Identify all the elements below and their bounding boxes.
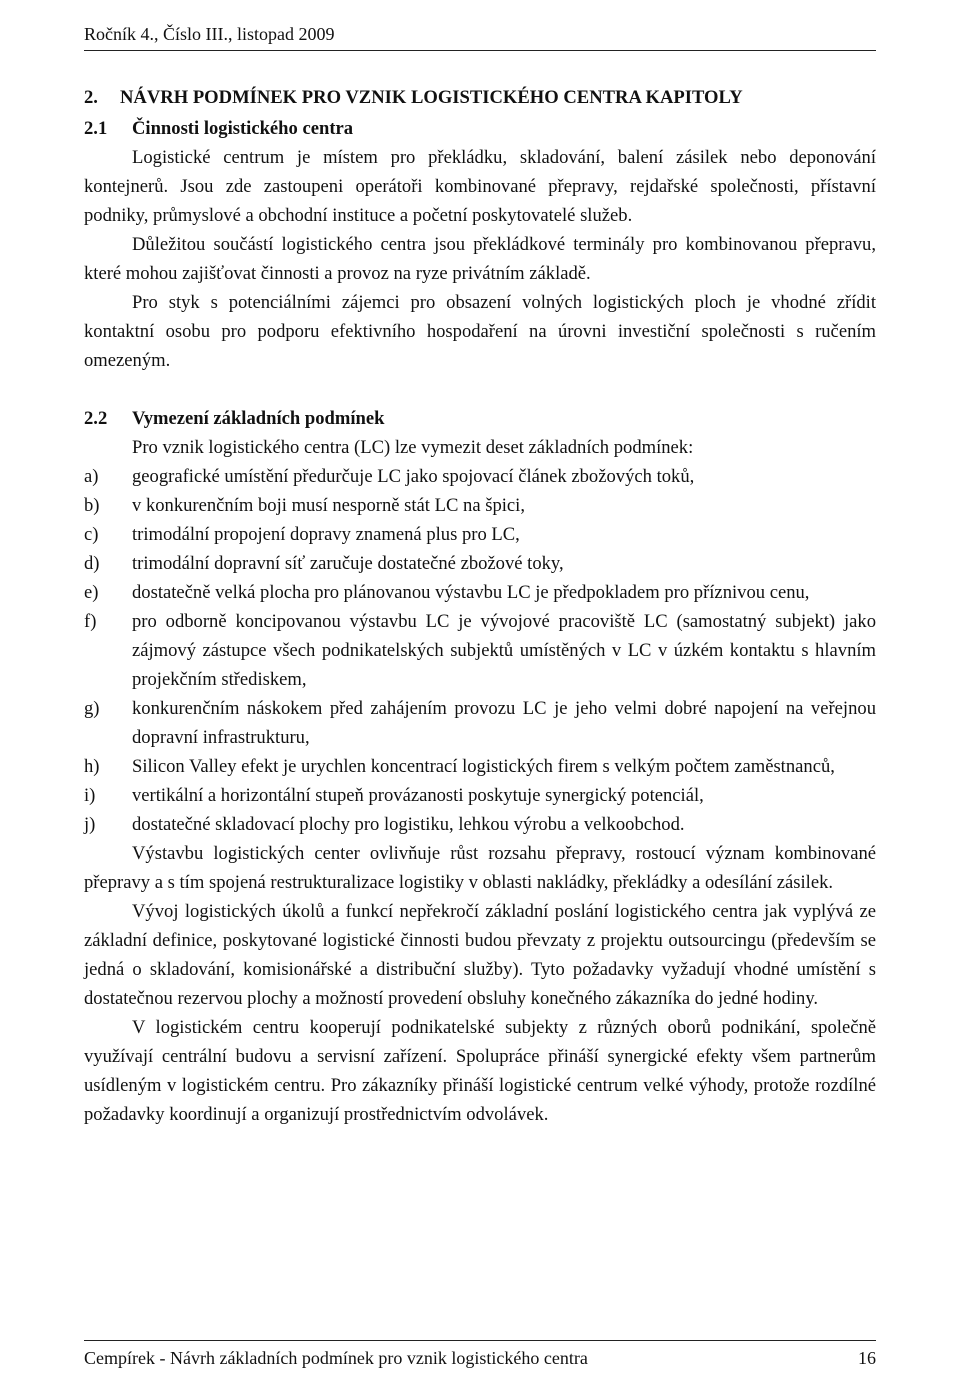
list-item bbox=[84, 491, 876, 520]
subsection-title: Vymezení základních podmínek bbox=[132, 408, 385, 429]
list-marker: i) bbox=[84, 785, 96, 806]
list-item bbox=[84, 752, 876, 781]
page-header: Ročník 4., Číslo III., listopad 2009 bbox=[84, 24, 335, 44]
list-item bbox=[84, 694, 876, 752]
list-marker: a) bbox=[84, 466, 99, 487]
list-item-text: Silicon Valley efekt je urychlen koncentrací logistických firem s velkým počtem zaměstnanců, bbox=[132, 756, 835, 777]
subsection-number: 2.2 bbox=[84, 408, 108, 429]
spacer bbox=[84, 375, 876, 404]
list-item-text: pro odborně koncipovanou výstavbu LC je vývojové pracoviště LC (samostatný subjekt) jako zájmový zástupce všech podnikatelských subjektů umístěných v LC v úzkém kontaktu s hlavním projekčním střediskem, bbox=[132, 611, 876, 690]
document-body bbox=[84, 82, 876, 1129]
page-footer bbox=[84, 1346, 876, 1370]
list-marker: j) bbox=[84, 814, 96, 835]
list-item-text: dostatečně velká plocha pro plánovanou výstavbu LC je předpokladem pro příznivou cenu, bbox=[132, 582, 810, 603]
paragraph: Vývoj logistických úkolů a funkcí nepřekročí základní poslání logistického centra jak vyplývá ze základní definice, poskytované logistické činnosti budou převzaty z projektu outsourcingu (především se jedná o skladování, komisionářské a distribuční služby). Tyto požadavky vyžadují vhodné umístění s dostatečnou rezervou plochy a možností provedení obsluhy konečného zákazníka do jedné hodiny. bbox=[84, 901, 876, 1009]
paragraph: Logistické centrum je místem pro překládku, skladování, balení zásilek nebo deponování kontejnerů. Jsou zde zastoupeni operátoři kombinované přepravy, rejdařské společnosti, přístavní podniky, průmyslové a obchodní instituce a početní poskytovatelé služeb. bbox=[84, 147, 876, 226]
list-item bbox=[84, 462, 876, 491]
paragraph: Výstavbu logistických center ovlivňuje růst rozsahu přepravy, rostoucí význam kombinované přepravy a s tím spojená restrukturalizace logistiky v oblasti nakládky, překládky a odesílání zásilek. bbox=[84, 843, 876, 893]
subsection-title: Činnosti logistického centra bbox=[132, 118, 354, 139]
list-item-text: vertikální a horizontální stupeň provázanosti poskytuje synergický potenciál, bbox=[132, 785, 704, 806]
subsection-heading bbox=[84, 404, 876, 433]
footer-title: Cempírek - Návrh základních podmínek pro vznik logistického centra bbox=[84, 1348, 588, 1368]
list-marker: e) bbox=[84, 582, 99, 603]
list-marker: b) bbox=[84, 495, 100, 516]
section-heading bbox=[84, 82, 876, 114]
list-item-text: geografické umístění předurčuje LC jako spojovací článek zbožových toků, bbox=[132, 466, 695, 487]
list-item-text: konkurenčním náskokem před zahájením provozu LC je jeho velmi dobré napojení na veřejnou dopravní infrastrukturu, bbox=[132, 698, 876, 748]
paragraph: Důležitou součástí logistického centra jsou překládkové terminály pro kombinovanou přepravu, které mohou zajišťovat činnosti a provoz na ryze privátním základě. bbox=[84, 234, 876, 284]
list-item-text: v konkurenčním boji musí nesporně stát LC na špici, bbox=[132, 495, 525, 516]
list-item bbox=[84, 607, 876, 694]
subsection-number: 2.1 bbox=[84, 118, 108, 139]
list-item bbox=[84, 520, 876, 549]
paragraph: Pro styk s potenciálními zájemci pro obsazení volných logistických ploch je vhodné zřídit kontaktní osobu pro podporu efektivního hospodaření na úrovni investiční společnosti s ručením omezeným. bbox=[84, 292, 876, 371]
list-item-text: trimodální propojení dopravy znamená plus pro LC, bbox=[132, 524, 520, 545]
list-item-text: dostatečné skladovací plochy pro logistiku, lehkou výrobu a velkoobchod. bbox=[132, 814, 685, 835]
paragraph: V logistickém centru kooperují podnikatelské subjekty z různých oborů podnikání, společně využívají centrální budovu a servisní zařízení. Spolupráce přináší synergické efekty všem partnerům usídleným v logistickém centru. Pro zákazníky přináší logistické centrum velké výhody, protože rozdílné požadavky koordinují a organizují prostřednictvím odvolávek. bbox=[84, 1017, 876, 1125]
list-marker: d) bbox=[84, 553, 100, 574]
list-item bbox=[84, 810, 876, 839]
list-item-text: trimodální dopravní síť zaručuje dostatečné zbožové toky, bbox=[132, 553, 564, 574]
list-marker: c) bbox=[84, 524, 99, 545]
list-marker: f) bbox=[84, 611, 97, 632]
page-number: 16 bbox=[858, 1348, 876, 1368]
conditions-list bbox=[84, 462, 876, 839]
paragraph: Pro vznik logistického centra (LC) lze vymezit deset základních podmínek: bbox=[132, 437, 694, 458]
section-number: 2. bbox=[84, 87, 98, 108]
list-item bbox=[84, 549, 876, 578]
list-marker: g) bbox=[84, 698, 100, 719]
section-title: NÁVRH PODMÍNEK PRO VZNIK LOGISTICKÉHO CENTRA KAPITOLY bbox=[120, 87, 743, 108]
subsection-heading bbox=[84, 114, 876, 143]
list-marker: h) bbox=[84, 756, 100, 777]
footer-divider bbox=[84, 1340, 876, 1341]
list-item bbox=[84, 578, 876, 607]
header-divider bbox=[84, 50, 876, 51]
list-item bbox=[84, 781, 876, 810]
